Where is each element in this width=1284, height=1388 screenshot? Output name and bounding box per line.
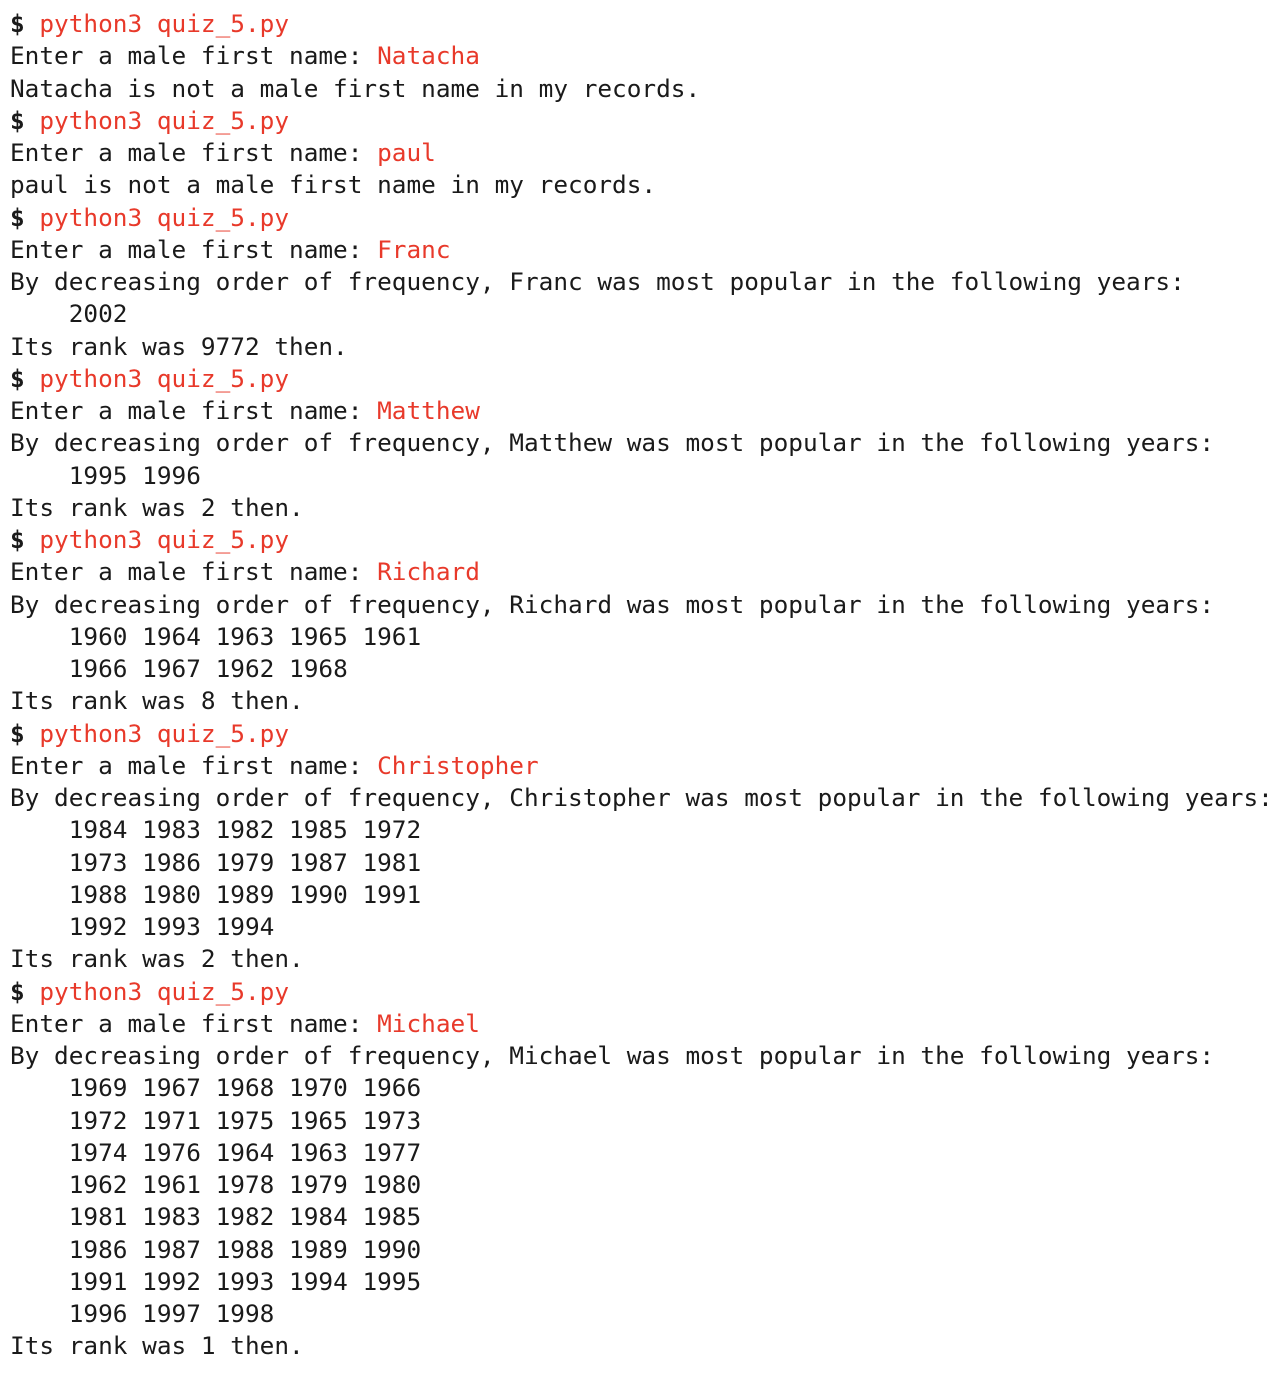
user-input-text: Richard xyxy=(377,557,480,587)
terminal-line-years xyxy=(10,653,1284,685)
terminal-line-years xyxy=(10,847,1284,879)
terminal-line-command xyxy=(10,976,1284,1008)
terminal-line-output xyxy=(10,1040,1284,1072)
terminal-text: 1988 1980 1989 1990 1991 xyxy=(68,879,422,909)
terminal-line-years xyxy=(10,1266,1284,1298)
indent-spacer xyxy=(10,1106,69,1135)
user-input-text: paul xyxy=(377,138,436,167)
terminal-line-prompt xyxy=(10,1008,1284,1040)
user-input-text: Franc xyxy=(377,234,451,264)
terminal-line-years xyxy=(10,1137,1284,1169)
shell-command-text: python3 quiz_5.py xyxy=(39,9,290,38)
indent-spacer xyxy=(10,654,69,683)
terminal-text: By decreasing order of frequency, Richard was most popular in the following years: xyxy=(10,589,1215,619)
indent-spacer xyxy=(10,912,69,941)
terminal-line-years xyxy=(10,1201,1284,1233)
terminal-text: 1996 1997 1998 xyxy=(68,1299,275,1328)
terminal-text: Its rank was 9772 then. xyxy=(10,331,348,361)
terminal-line-output xyxy=(10,266,1284,298)
terminal-text: 1981 1983 1982 1984 1985 xyxy=(68,1202,422,1232)
terminal-line-output xyxy=(10,169,1284,201)
terminal-line-years xyxy=(10,879,1284,911)
terminal-line-prompt xyxy=(10,556,1284,588)
shell-command-text: python3 quiz_5.py xyxy=(39,718,290,748)
terminal-line-prompt xyxy=(10,137,1284,169)
terminal-line-command xyxy=(10,105,1284,137)
shell-prompt-symbol: $ xyxy=(10,9,40,38)
terminal-text: Enter a male first name: xyxy=(10,234,378,264)
terminal-text: Enter a male first name: xyxy=(10,138,378,167)
indent-spacer xyxy=(10,1170,69,1199)
terminal-text: 2002 xyxy=(68,299,128,329)
terminal-line-years xyxy=(10,1234,1284,1266)
terminal-text: Enter a male first name: xyxy=(10,750,378,780)
terminal-line-output xyxy=(10,943,1284,975)
terminal-line-output xyxy=(10,331,1284,363)
terminal-line-prompt xyxy=(10,234,1284,266)
user-input-text: Natacha xyxy=(377,41,480,71)
terminal-text: 1986 1987 1988 1989 1990 xyxy=(68,1234,422,1264)
terminal-text: By decreasing order of frequency, Christopher was most popular in the following years: xyxy=(10,783,1273,812)
shell-prompt-symbol: $ xyxy=(10,976,40,1006)
shell-prompt-symbol: $ xyxy=(10,718,40,748)
terminal-text: Enter a male first name: xyxy=(10,557,378,587)
terminal-line-years xyxy=(10,621,1284,653)
terminal-text: 1992 1993 1994 xyxy=(68,912,275,941)
indent-spacer xyxy=(10,815,69,844)
terminal-line-years xyxy=(10,1105,1284,1137)
indent-spacer xyxy=(10,848,69,877)
terminal-line-years xyxy=(10,1298,1284,1330)
terminal-text: 1972 1971 1975 1965 1973 xyxy=(68,1105,422,1135)
terminal-text: 1962 1961 1978 1979 1980 xyxy=(68,1170,422,1199)
terminal-text: paul is not a male first name in my records. xyxy=(10,170,657,200)
user-input-text: Michael xyxy=(377,1008,480,1038)
terminal-line-years xyxy=(10,1072,1284,1104)
shell-command-text: python3 quiz_5.py xyxy=(39,105,290,135)
shell-prompt-symbol: $ xyxy=(10,105,40,135)
terminal-text: 1995 1996 xyxy=(68,460,201,490)
terminal-line-output xyxy=(10,492,1284,524)
terminal-text: Enter a male first name: xyxy=(10,41,378,71)
terminal-line-output xyxy=(10,73,1284,105)
terminal-text: 1984 1983 1982 1985 1972 xyxy=(68,815,422,845)
indent-spacer xyxy=(10,461,69,490)
terminal-line-output xyxy=(10,685,1284,717)
user-input-text: Matthew xyxy=(377,396,480,425)
shell-prompt-symbol: $ xyxy=(10,202,40,232)
terminal-line-years xyxy=(10,814,1284,846)
shell-command-text: python3 quiz_5.py xyxy=(39,363,290,393)
indent-spacer xyxy=(10,1073,69,1102)
indent-spacer xyxy=(10,880,69,909)
terminal-text: Natacha is not a male first name in my records. xyxy=(10,73,701,103)
terminal-text: By decreasing order of frequency, Franc was most popular in the following years: xyxy=(10,267,1185,296)
terminal-line-years xyxy=(10,460,1284,492)
terminal-line-years xyxy=(10,1169,1284,1201)
terminal-text: Its rank was 2 then. xyxy=(10,944,304,974)
indent-spacer xyxy=(10,1299,69,1328)
indent-spacer xyxy=(10,622,69,651)
shell-command-text: python3 quiz_5.py xyxy=(39,976,290,1006)
indent-spacer xyxy=(10,1267,69,1296)
shell-command-text: python3 quiz_5.py xyxy=(39,202,290,232)
shell-prompt-symbol: $ xyxy=(10,525,40,554)
terminal-text: 1991 1992 1993 1994 1995 xyxy=(68,1266,422,1296)
indent-spacer xyxy=(10,1202,69,1231)
terminal-text: Enter a male first name: xyxy=(10,396,378,425)
terminal-line-command xyxy=(10,718,1284,750)
terminal-line-output xyxy=(10,1330,1284,1362)
terminal-line-command xyxy=(10,202,1284,234)
terminal-line-prompt xyxy=(10,40,1284,72)
terminal-line-prompt xyxy=(10,750,1284,782)
terminal-line-command xyxy=(10,8,1284,40)
terminal-line-years xyxy=(10,298,1284,330)
terminal-text: By decreasing order of frequency, Matthew was most popular in the following years: xyxy=(10,428,1215,458)
user-input-text: Christopher xyxy=(377,750,539,780)
indent-spacer xyxy=(10,299,69,328)
shell-prompt-symbol: $ xyxy=(10,363,40,393)
terminal-line-output xyxy=(10,427,1284,459)
terminal-line-prompt xyxy=(10,395,1284,427)
terminal-text: Its rank was 2 then. xyxy=(10,492,304,522)
terminal-line-command xyxy=(10,363,1284,395)
indent-spacer xyxy=(10,1138,69,1167)
terminal-text: Enter a male first name: xyxy=(10,1008,378,1038)
terminal-text: 1960 1964 1963 1965 1961 xyxy=(68,621,422,651)
indent-spacer xyxy=(10,1235,69,1264)
terminal-text: 1969 1967 1968 1970 1966 xyxy=(68,1073,422,1103)
terminal-text: 1974 1976 1964 1963 1977 xyxy=(68,1137,422,1167)
shell-command-text: python3 quiz_5.py xyxy=(39,525,290,554)
terminal-text: 1966 1967 1962 1968 xyxy=(68,654,348,683)
terminal-text: By decreasing order of frequency, Michael was most popular in the following years: xyxy=(10,1041,1215,1070)
terminal-text: Its rank was 1 then. xyxy=(10,1331,304,1361)
terminal-line-output xyxy=(10,782,1284,814)
terminal-line-years xyxy=(10,911,1284,943)
terminal-text: Its rank was 8 then. xyxy=(10,686,304,716)
terminal-text: 1973 1986 1979 1987 1981 xyxy=(68,847,422,877)
terminal-line-output xyxy=(10,589,1284,621)
terminal-line-command xyxy=(10,524,1284,556)
